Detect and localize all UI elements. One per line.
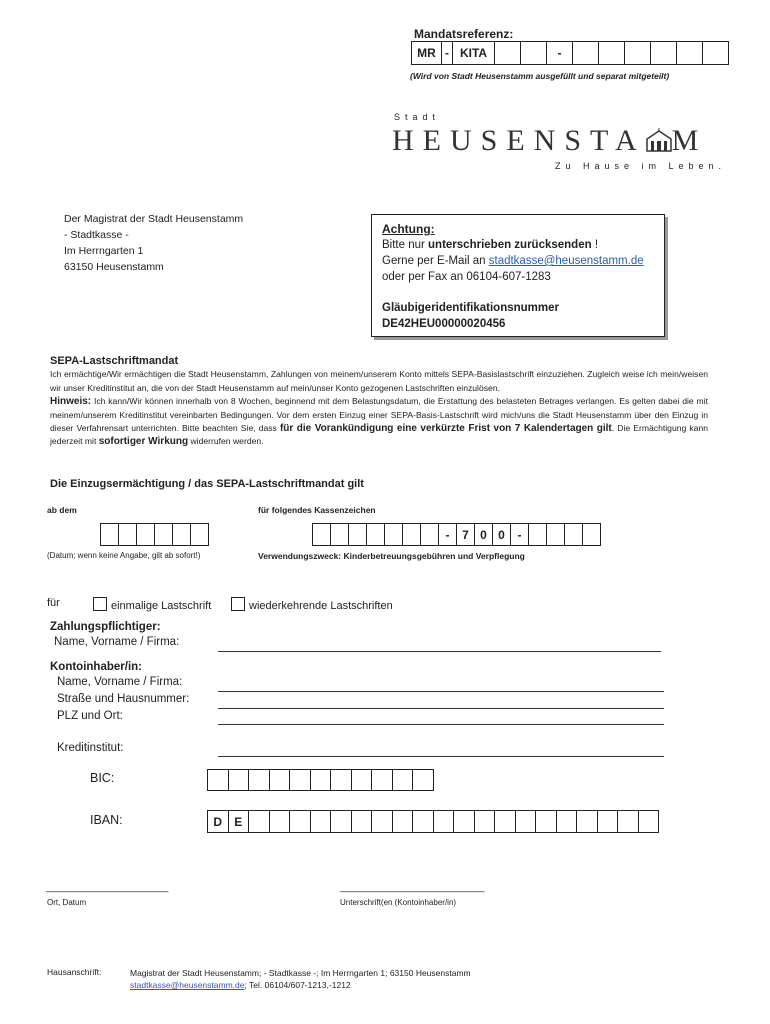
footer-label: Hausanschrift:	[47, 967, 102, 977]
mandate-cell[interactable]	[676, 41, 703, 65]
validity-title: Die Einzugsermächtigung / das SEPA-Lastschriftmandat gilt	[50, 478, 364, 490]
iban-cell[interactable]	[474, 810, 496, 833]
creditor-label: Gläubigeridentifikationsnummer	[382, 302, 559, 314]
mandate-cell[interactable]	[624, 41, 651, 65]
single-checkbox[interactable]	[93, 597, 107, 611]
footer-line2: stadtkasse@heusenstamm.de; Tel. 06104/607-1213,-1212	[130, 980, 351, 990]
reference-cell[interactable]: 0	[474, 523, 493, 546]
mandate-cell[interactable]	[520, 41, 547, 65]
reference-cell[interactable]	[564, 523, 583, 546]
mandate-cell[interactable]: KITA	[452, 41, 495, 65]
bic-label: BIC:	[90, 771, 115, 785]
email-link[interactable]: stadtkasse@heusenstamm.de	[488, 255, 644, 267]
castle-icon	[646, 126, 672, 150]
place-date-line[interactable]: ______________________	[46, 882, 169, 893]
payer-name-field[interactable]	[218, 651, 661, 652]
iban-cell[interactable]	[310, 810, 332, 833]
iban-cell[interactable]: E	[228, 810, 250, 833]
bic-cell[interactable]	[351, 769, 373, 791]
sepa-text: Ich ermächtige/Wir ermächtigen die Stadt Heusenstamm, Zahlungen von meinem/unserem Konto mittels SEPA-Basislastschrift einzuziehen. Zugleich weise ich mein/weisen wir unser Kreditinstitut an, die von der Stadt Heusenstamm auf mein/unser Konto gezogenen Lastschriften einzulösen.	[50, 369, 708, 393]
bic-boxes[interactable]	[208, 769, 434, 791]
notice-line2: Gerne per E-Mail an stadtkasse@heusenstamm.de	[382, 255, 644, 267]
bic-cell[interactable]	[248, 769, 270, 791]
address-line: - Stadtkasse -	[64, 229, 129, 241]
logo-name: HEUSENSTA M	[392, 124, 708, 157]
reference-cell[interactable]	[366, 523, 385, 546]
notice-line3: oder per Fax an 06104-607-1283	[382, 271, 551, 283]
notice-line1: Bitte nur unterschrieben zurücksenden !	[382, 239, 599, 251]
reference-cell[interactable]	[330, 523, 349, 546]
recipient-address	[64, 211, 243, 275]
reference-cell[interactable]	[546, 523, 565, 546]
holder-name-field[interactable]	[218, 691, 664, 692]
notice-title: Achtung:	[382, 222, 435, 236]
mandate-reference-boxes[interactable]	[412, 41, 729, 65]
reference-cell[interactable]	[528, 523, 547, 546]
bic-cell[interactable]	[269, 769, 291, 791]
reference-cell[interactable]: -	[510, 523, 529, 546]
date-cell[interactable]	[100, 523, 119, 546]
mandate-cell[interactable]: MR	[411, 41, 442, 65]
date-cell[interactable]	[154, 523, 173, 546]
sepa-section	[50, 355, 708, 449]
signature-line[interactable]: __________________________	[340, 882, 485, 893]
iban-cell[interactable]	[617, 810, 639, 833]
reference-label: für folgendes Kassenzeichen	[258, 505, 376, 515]
reference-cell[interactable]	[582, 523, 601, 546]
fuer-label: für	[47, 597, 60, 609]
reference-cell[interactable]	[420, 523, 439, 546]
iban-cell[interactable]	[597, 810, 619, 833]
notice-box	[371, 214, 665, 337]
mandate-cell[interactable]: -	[546, 41, 573, 65]
footer-line1: Magistrat der Stadt Heusenstamm; - Stadtkasse -; Im Herrngarten 1; 63150 Heusenstamm	[130, 968, 471, 978]
date-cell[interactable]	[118, 523, 137, 546]
mandate-cell[interactable]	[702, 41, 729, 65]
mandate-note: (Wird von Stadt Heusenstamm ausgefüllt und separat mitgeteilt)	[410, 71, 670, 81]
bic-cell[interactable]	[330, 769, 352, 791]
reference-cell[interactable]	[312, 523, 331, 546]
footer-email-link[interactable]: stadtkasse@heusenstamm.de	[130, 980, 245, 990]
iban-cell[interactable]	[269, 810, 291, 833]
street-label: Straße und Hausnummer:	[57, 693, 190, 705]
date-cell[interactable]	[172, 523, 191, 546]
reference-cell[interactable]	[402, 523, 421, 546]
mandate-cell[interactable]	[494, 41, 521, 65]
address-line: Der Magistrat der Stadt Heusenstamm	[64, 213, 244, 225]
sepa-hint: Hinweis: Ich kann/Wir können innerhalb von 8 Wochen, beginnend mit dem Belastungsdatum, die Erstattung des belasteten Betrages verlangen. Es gelten dabei die mit meinem/unserem Kreditinstitut vereinbarten Bedingungen. Vor dem ersten Einzug einer SEPA-Basis-Lastschrift wird mich/uns die Stadt Heusenstamm über den Einzug in dieser Verfahrensart unterrichten. Bitte beachten Sie, dass für die Vorankündigung eine verkürzte Frist von 7 Kalendertagen gilt. Die Ermächtigung kann jederzeit mit sofortiger Wirkung widerrufen werden.	[50, 396, 709, 448]
mandate-cell[interactable]	[572, 41, 599, 65]
logo-tagline: Zu Hause im Leben.	[554, 161, 726, 171]
iban-cell[interactable]	[412, 810, 434, 833]
iban-cell[interactable]	[453, 810, 475, 833]
bic-cell[interactable]	[310, 769, 332, 791]
footer-address	[130, 967, 471, 991]
city-label: PLZ und Ort:	[57, 710, 123, 722]
reference-cell[interactable]	[384, 523, 403, 546]
date-boxes[interactable]	[101, 523, 209, 546]
recurring-checkbox[interactable]	[231, 597, 245, 611]
iban-label: IBAN:	[90, 813, 123, 827]
address-line: 63150 Heusenstamm	[64, 261, 164, 273]
logo-stadt: Stadt	[394, 112, 441, 122]
iban-cell[interactable]	[351, 810, 373, 833]
holder-name-label: Name, Vorname / Firma:	[57, 676, 183, 688]
option-single[interactable]: einmalige Lastschrift	[93, 597, 211, 612]
iban-cell[interactable]	[289, 810, 311, 833]
mandate-cell[interactable]	[650, 41, 677, 65]
bank-field[interactable]	[218, 756, 664, 757]
logo	[392, 110, 728, 174]
bic-cell[interactable]	[289, 769, 311, 791]
mandate-label: Mandatsreferenz:	[414, 27, 514, 41]
iban-cell[interactable]	[248, 810, 270, 833]
mandate-cell[interactable]	[598, 41, 625, 65]
from-note: (Datum; wenn keine Angabe, gilt ab sofort!)	[47, 551, 201, 560]
iban-cell[interactable]	[556, 810, 578, 833]
holder-section: Kontoinhaber/in:	[50, 661, 142, 673]
bic-cell[interactable]	[371, 769, 393, 791]
iban-cell[interactable]	[638, 810, 660, 833]
from-label: ab dem	[47, 505, 77, 515]
date-cell[interactable]	[190, 523, 209, 546]
reference-cell[interactable]	[348, 523, 367, 546]
bank-label: Kreditinstitut:	[57, 742, 124, 754]
address-line: Im Herrngarten 1	[64, 245, 144, 257]
creditor-id: DE42HEU00000020456	[382, 318, 506, 330]
iban-cell[interactable]	[515, 810, 537, 833]
iban-cell[interactable]	[330, 810, 352, 833]
payer-section: Zahlungspflichtiger:	[50, 621, 161, 633]
reference-cell[interactable]: -	[438, 523, 457, 546]
iban-cell[interactable]	[371, 810, 393, 833]
bic-cell[interactable]	[207, 769, 229, 791]
date-cell[interactable]	[136, 523, 155, 546]
reference-boxes[interactable]	[313, 523, 601, 546]
mandate-cell[interactable]: -	[441, 41, 453, 65]
iban-cell[interactable]	[433, 810, 455, 833]
city-field[interactable]	[218, 724, 664, 725]
bic-cell[interactable]	[412, 769, 434, 791]
reference-cell[interactable]: 0	[492, 523, 511, 546]
iban-cell[interactable]	[576, 810, 598, 833]
iban-cell[interactable]	[535, 810, 557, 833]
signature-label: Unterschrift(en (Kontoinhaber/in)	[340, 898, 457, 907]
reference-cell[interactable]: 7	[456, 523, 475, 546]
bic-cell[interactable]	[392, 769, 414, 791]
iban-cell[interactable]	[392, 810, 414, 833]
iban-cell[interactable]	[494, 810, 516, 833]
iban-cell[interactable]: D	[207, 810, 229, 833]
payer-name-label: Name, Vorname / Firma:	[54, 636, 180, 648]
option-recurring[interactable]: wiederkehrende Lastschriften	[231, 597, 393, 612]
bic-cell[interactable]	[228, 769, 250, 791]
purpose: Verwendungszweck: Kinderbetreuungsgebühren und Verpflegung	[258, 551, 525, 561]
street-field[interactable]	[218, 708, 664, 709]
place-date-label: Ort, Datum	[47, 898, 87, 907]
sepa-title: SEPA-Lastschriftmandat	[50, 355, 179, 367]
iban-boxes[interactable]	[208, 810, 659, 833]
